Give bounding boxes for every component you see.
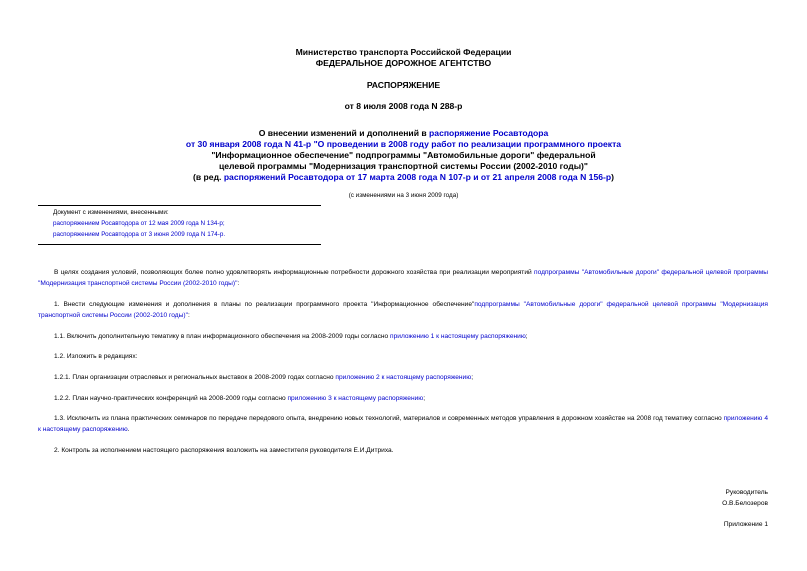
paragraph-item-1 bbox=[38, 300, 768, 321]
paragraph-item-1-2-1-end: ; bbox=[471, 374, 474, 381]
paragraph-item-1-end: : bbox=[187, 311, 190, 319]
paragraph-item-2: 2. Контроль за исполнением настоящего распоряжения возложить на заместителя руководителя Е.И.Дитриха. bbox=[54, 447, 394, 454]
paragraph-item-1-link[interactable]: подпрограммы "Автомобильные дороги" федеральной целевой программы "Модернизация транспортной системы России (2002-2010 годы)" bbox=[38, 301, 768, 319]
paragraph-item-1-2-1-text: 1.2.1. План организации отраслевых и региональных выставок в 2008-2009 годах согласно bbox=[54, 374, 336, 381]
appendix-4-link[interactable]: приложению 4 к настоящему распоряжению bbox=[38, 415, 768, 433]
ministry-name: Министерство транспорта Российской Федерации bbox=[295, 47, 512, 57]
title-line-1 bbox=[0, 128, 807, 139]
paragraph-item-1-2-1 bbox=[38, 373, 768, 384]
paragraph-item-1-1 bbox=[38, 332, 768, 343]
paragraph-preamble-end: : bbox=[237, 279, 240, 287]
title-line-2[interactable]: от 30 января 2008 года N 41-р "О проведении в 2008 году работ по реализации программного проекта bbox=[185, 139, 622, 149]
paragraph-item-1-1-end: ; bbox=[525, 333, 528, 340]
paragraph-item-1-2: 1.2. Изложить в редакциях: bbox=[54, 353, 138, 360]
signature-position: Руководитель bbox=[725, 489, 768, 496]
amendment-link-1[interactable]: распоряжением Росавтодора от 12 мая 2009 года N 134-р; bbox=[53, 220, 225, 227]
title-link-amendments[interactable]: распоряжений Росавтодора от 17 марта 2008 года N 107-р и от 21 апреля 2008 года N 156-р bbox=[223, 172, 612, 182]
paragraph-item-1-2-2 bbox=[38, 394, 768, 405]
paragraph-item-1-2-2-text: 1.2.2. План научно-практических конференций на 2008-2009 годы согласно bbox=[54, 395, 288, 402]
paragraph-preamble-link[interactable]: подпрограммы "Автомобильные дороги" федеральной целевой программы "Модернизация транспортной системы России (2002-2010 годы)" bbox=[38, 269, 768, 287]
document-type: РАСПОРЯЖЕНИЕ bbox=[366, 80, 441, 90]
amendments-top-rule bbox=[38, 205, 321, 206]
title-line5-suffix: ) bbox=[611, 172, 614, 182]
paragraph-item-1-3-end: . bbox=[127, 425, 130, 433]
appendix-3-link[interactable]: приложению 3 к настоящему распоряжению bbox=[287, 395, 424, 402]
changes-note: (с изменениями на 3 июня 2009 года) bbox=[348, 192, 459, 199]
title-line-5 bbox=[0, 172, 807, 183]
title-line-3: "Информационное обеспечение" подпрограммы "Автомобильные дороги" федеральной bbox=[211, 150, 596, 160]
document-date-number: от 8 июля 2008 года N 288-р bbox=[344, 101, 463, 111]
title-prefix: О внесении изменений и дополнений в bbox=[258, 128, 430, 138]
paragraph-item-1-1-text: 1.1. Включить дополнительную тематику в план информационного обеспечения на 2008-2009 годы согласно bbox=[54, 333, 391, 340]
paragraph-item-1-3-text: 1.3. Исключить из плана практических семинаров по передаче передового опыта, внедрению новых технологий, материалов и современных методов управления в дорожном хозяйстве на 2008 год тематику согласно bbox=[54, 415, 724, 422]
appendix-label: Приложение 1 bbox=[723, 521, 768, 528]
paragraph-item-1-3 bbox=[38, 414, 768, 435]
appendix-1-link[interactable]: приложению 1 к настоящему распоряжению bbox=[390, 333, 526, 340]
amendments-heading: Документ с изменениями, внесенными: bbox=[53, 209, 169, 216]
amendment-link-2[interactable]: распоряжением Росавтодора от 3 июня 2009 года N 174-р. bbox=[53, 231, 226, 238]
title-line5-prefix: (в ред. bbox=[193, 172, 224, 182]
title-line-4: целевой программы "Модернизация транспортной системы России (2002-2010 годы)" bbox=[219, 161, 588, 171]
paragraph-preamble bbox=[38, 268, 768, 289]
paragraph-preamble-text: В целях создания условий, позволяющих более полно удовлетворять информационные потребности дорожного хозяйства при реализации мероприятий bbox=[54, 269, 535, 276]
signature-name: О.В.Белозеров bbox=[722, 500, 768, 507]
amendments-bottom-rule bbox=[38, 244, 321, 245]
paragraph-item-1-text: 1. Внести следующие изменения и дополнения в планы по реализации программного проекта "Информационное обеспечение" bbox=[54, 301, 475, 308]
title-link-order[interactable]: распоряжение Росавтодора bbox=[429, 128, 549, 138]
appendix-2-link[interactable]: приложению 2 к настоящему распоряжению bbox=[335, 374, 472, 381]
agency-name: ФЕДЕРАЛЬНОЕ ДОРОЖНОЕ АГЕНТСТВО bbox=[315, 58, 492, 68]
paragraph-item-1-2-2-end: ; bbox=[423, 395, 426, 402]
